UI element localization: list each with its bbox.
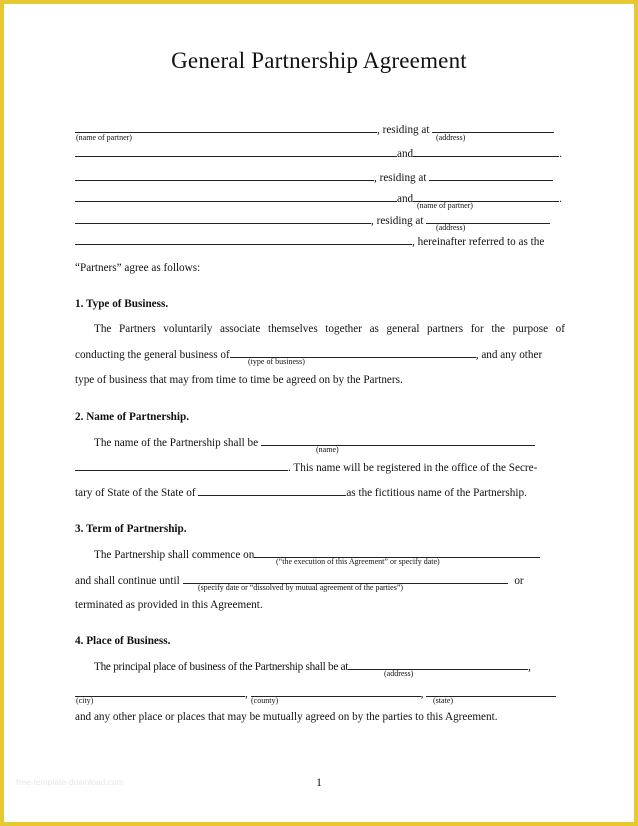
intro-line-6: , hereinafter referred to as the xyxy=(75,235,565,249)
city-blank[interactable] xyxy=(75,687,245,697)
section-4-line-3: and any other place or places that may be mutually agreed on by the parties to this Agreement. xyxy=(75,711,498,723)
section-3-heading: 3. Term of Partnership. xyxy=(75,523,187,535)
section-2-heading: 2. Name of Partnership. xyxy=(75,411,190,423)
section-2-line-2: . This name will be registered in the office of the Secre- xyxy=(75,461,565,475)
state-caption: (state) xyxy=(433,696,453,705)
type-of-business-caption: (type of business) xyxy=(248,357,305,366)
name-of-partner-caption: (name of partner) xyxy=(76,133,132,142)
section-4-heading: 4. Place of Business. xyxy=(75,635,171,647)
partner-name-blank-2[interactable] xyxy=(413,147,559,157)
section-4-line-1: The principal place of business of the Partnership shall be at , xyxy=(94,661,531,673)
section-3-line-1: The Partnership shall commence on xyxy=(75,548,565,562)
business-address-caption: (address) xyxy=(384,669,414,678)
section-1-line-2: conducting the general business of , and any other xyxy=(75,349,543,361)
address-caption-1: (address) xyxy=(436,133,466,142)
section-3-line-2: and shall continue until or xyxy=(75,575,524,587)
intro-line-2: and . xyxy=(75,147,565,161)
business-address-blank[interactable] xyxy=(348,660,528,670)
partnership-name-continued-blank[interactable] xyxy=(75,461,288,471)
intro-line-7: “Partners” agree as follows: xyxy=(75,262,201,274)
partner-address-blank-2a[interactable] xyxy=(75,171,374,181)
section-1-line-1: The Partners voluntarily associate themselves together as general partners for the purpose of xyxy=(94,323,565,335)
section-1-line-3: type of business that may from time to time be agreed on by the Partners. xyxy=(75,374,403,386)
section-2-line-3: tary of State of the State of as the fictitious name of the Partnership. xyxy=(75,487,527,499)
city-caption: (city) xyxy=(76,696,94,705)
section-4-line-2: , , xyxy=(75,687,565,701)
section-3-line-3: terminated as provided in this Agreement. xyxy=(75,599,263,611)
intro-line-3: , residing at xyxy=(75,171,565,185)
document-title: General Partnership Agreement xyxy=(171,48,467,73)
partner-blank-3a[interactable] xyxy=(75,214,371,224)
partner-name-blank-1[interactable] xyxy=(75,123,377,133)
county-caption: (county) xyxy=(251,696,279,705)
partnership-name-blank[interactable] xyxy=(261,436,535,446)
continue-caption: (specify date or “dissolved by mutual agreement of the parties”) xyxy=(198,583,404,592)
intro-line-4: and . xyxy=(75,192,565,206)
intro-line-5: , residing at xyxy=(75,214,565,228)
document-page xyxy=(4,4,634,822)
section-1-heading: 1. Type of Business. xyxy=(75,298,169,310)
state-blank[interactable] xyxy=(198,486,346,496)
page-number: 1 xyxy=(316,775,322,789)
address-blank-2[interactable] xyxy=(429,171,553,181)
name-caption: (name) xyxy=(316,445,339,454)
address-continued-blank-1[interactable] xyxy=(75,147,397,157)
address-continued-blank-2[interactable] xyxy=(75,192,397,202)
watermark: free-template-download.com xyxy=(16,777,124,787)
address-blank-1[interactable] xyxy=(432,123,554,133)
commence-caption: (“the execution of this Agreement” or specify date) xyxy=(276,557,440,566)
name-of-partner-caption-2: (name of partner) xyxy=(417,201,473,210)
section-2-line-1: The name of the Partnership shall be xyxy=(75,436,565,450)
address-continued-blank-3[interactable] xyxy=(75,235,412,245)
address-caption-3: (address) xyxy=(436,223,466,232)
intro-line-1: , residing at xyxy=(75,123,565,137)
